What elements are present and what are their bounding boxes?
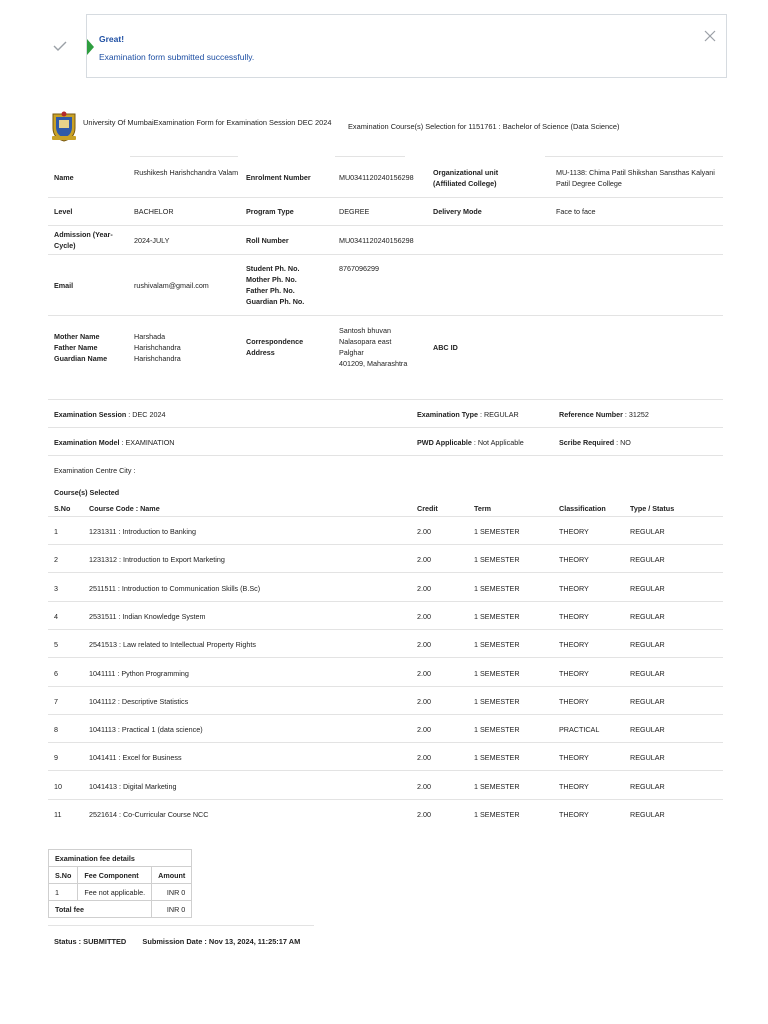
course-type: REGULAR bbox=[630, 555, 665, 565]
fee-row-component: Fee not applicable. bbox=[78, 884, 152, 901]
course-term: 1 SEMESTER bbox=[474, 555, 520, 565]
course-sno: 9 bbox=[54, 753, 58, 763]
course-credit: 2.00 bbox=[417, 527, 431, 536]
level-value: BACHELOR bbox=[134, 207, 174, 216]
status-text: Status : SUBMITTED bbox=[54, 937, 127, 946]
course-type: REGULAR bbox=[630, 753, 665, 763]
fee-col-sno: S.No bbox=[49, 867, 78, 884]
name-value: Rushikesh Harishchandra Valam bbox=[134, 168, 239, 177]
submission-date: Submission Date : Nov 13, 2024, 11:25:17 AM bbox=[142, 937, 301, 946]
toast-message: Examination form submitted successfully. bbox=[99, 52, 255, 62]
course-name: 1041112 : Descriptive Statistics bbox=[89, 696, 189, 706]
program-type-value: DEGREE bbox=[339, 207, 370, 216]
program-type-label: Program Type bbox=[246, 207, 294, 216]
row-divider bbox=[48, 601, 723, 602]
row-divider bbox=[48, 742, 723, 743]
delivery-mode-label: Delivery Mode bbox=[433, 207, 482, 216]
course-classification: THEORY bbox=[559, 527, 589, 536]
form-title: University Of MumbaiExamination Form for Examination Session DEC 2024 bbox=[83, 118, 332, 127]
exam-type: Examination Type : REGULAR bbox=[417, 410, 519, 419]
org-label: Organizational unit (Affiliated College) bbox=[433, 168, 499, 188]
submission-status bbox=[54, 937, 300, 946]
course-term: 1 SEMESTER bbox=[474, 527, 520, 536]
address-line-3: Palghar bbox=[339, 348, 364, 357]
course-type: REGULAR bbox=[630, 696, 665, 706]
admission-label: Admission (Year-Cycle) bbox=[54, 230, 113, 250]
name-label: Name bbox=[54, 173, 74, 182]
course-sno: 2 bbox=[54, 555, 58, 565]
father-name-label: Father Name bbox=[54, 343, 98, 352]
success-toast bbox=[86, 14, 727, 78]
row-divider bbox=[48, 799, 723, 800]
fee-total-value: INR 0 bbox=[152, 901, 192, 918]
course-term: 1 SEMESTER bbox=[474, 810, 520, 819]
course-term: 1 SEMESTER bbox=[474, 753, 520, 763]
row-divider bbox=[48, 629, 723, 630]
row-divider bbox=[48, 657, 723, 658]
course-term: 1 SEMESTER bbox=[474, 725, 520, 735]
course-credit: 2.00 bbox=[417, 555, 431, 565]
col-classification: Classification bbox=[559, 504, 606, 513]
course-name: 1041411 : Excel for Business bbox=[89, 753, 182, 763]
course-sno: 1 bbox=[54, 527, 58, 536]
course-name: 2541513 : Law related to Intellectual Property Rights bbox=[89, 640, 257, 650]
course-type: REGULAR bbox=[630, 668, 665, 678]
course-classification: THEORY bbox=[559, 781, 589, 791]
course-type: REGULAR bbox=[630, 611, 665, 621]
roll-number-label: Roll Number bbox=[246, 236, 289, 245]
toast-title: Great! bbox=[99, 34, 125, 44]
check-icon bbox=[53, 41, 67, 51]
course-classification: THEORY bbox=[559, 696, 589, 706]
address-line-1: Santosh bhuvan bbox=[339, 326, 391, 335]
course-classification: THEORY bbox=[559, 753, 589, 763]
course-credit: 2.00 bbox=[417, 611, 431, 621]
course-name: 1231312 : Introduction to Export Marketing bbox=[89, 555, 225, 565]
mother-phone-label: Mother Ph. No. bbox=[246, 275, 297, 284]
fee-title: Examination fee details bbox=[49, 850, 192, 867]
exam-centre-city: Examination Centre City : bbox=[54, 466, 136, 475]
course-term: 1 SEMESTER bbox=[474, 668, 520, 678]
course-type: REGULAR bbox=[630, 583, 665, 593]
course-classification: THEORY bbox=[559, 810, 589, 819]
org-value: MU-1138: Chima Patil Shikshan Sansthas Kalyani Patil Degree College bbox=[556, 168, 715, 188]
course-name: 1041413 : Digital Marketing bbox=[89, 781, 177, 791]
col-course: Course Code : Name bbox=[89, 504, 160, 513]
course-term: 1 SEMESTER bbox=[474, 611, 520, 621]
exam-session: Examination Session : DEC 2024 bbox=[54, 410, 166, 419]
course-credit: 2.00 bbox=[417, 640, 431, 650]
student-phone-value: 8767096299 bbox=[339, 264, 379, 273]
enrolment-label: Enrolment Number bbox=[246, 173, 311, 182]
fee-total-label: Total fee bbox=[49, 901, 152, 918]
enrolment-value: MU0341120240156298 bbox=[339, 173, 414, 182]
course-classification: THEORY bbox=[559, 555, 589, 565]
course-sno: 10 bbox=[54, 781, 62, 791]
mother-name-value: Harshada bbox=[134, 332, 166, 341]
fee-row-sno: 1 bbox=[49, 884, 78, 901]
course-credit: 2.00 bbox=[417, 725, 431, 735]
row-divider bbox=[48, 686, 723, 687]
course-classification: PRACTICAL bbox=[559, 725, 600, 735]
delivery-mode-value: Face to face bbox=[556, 207, 596, 216]
close-icon[interactable] bbox=[704, 30, 716, 42]
fee-table bbox=[48, 849, 192, 918]
scribe-required: Scribe Required : NO bbox=[559, 438, 631, 447]
mother-name-label: Mother Name bbox=[54, 332, 100, 341]
course-name: 1041111 : Python Programming bbox=[89, 668, 189, 678]
course-term: 1 SEMESTER bbox=[474, 781, 520, 791]
course-term: 1 SEMESTER bbox=[474, 583, 520, 593]
pwd-applicable: PWD Applicable : Not Applicable bbox=[417, 438, 524, 447]
course-name: 1231311 : Introduction to Banking bbox=[89, 527, 196, 536]
guardian-phone-label: Guardian Ph. No. bbox=[246, 297, 305, 306]
col-credit: Credit bbox=[417, 504, 438, 513]
course-type: REGULAR bbox=[630, 781, 665, 791]
course-classification: THEORY bbox=[559, 640, 589, 650]
guardian-name-value: Harishchandra bbox=[134, 354, 181, 363]
fee-row-amount: INR 0 bbox=[152, 884, 192, 901]
exam-model: Examination Model : EXAMINATION bbox=[54, 438, 175, 447]
course-sno: 11 bbox=[54, 810, 62, 819]
admission-value: 2024-JULY bbox=[134, 236, 170, 245]
course-selection-title: Examination Course(s) Selection for 1151761 : Bachelor of Science (Data Science) bbox=[348, 122, 620, 131]
course-sno: 6 bbox=[54, 668, 58, 678]
course-credit: 2.00 bbox=[417, 753, 431, 763]
row-divider bbox=[48, 544, 723, 545]
guardian-name-label: Guardian Name bbox=[54, 354, 108, 363]
address-line-2: Nalasopara east bbox=[339, 337, 392, 346]
fee-col-amount: Amount bbox=[152, 867, 192, 884]
col-term: Term bbox=[474, 504, 492, 513]
course-type: REGULAR bbox=[630, 527, 665, 536]
course-type: REGULAR bbox=[630, 725, 665, 735]
course-name: 1041113 : Practical 1 (data science) bbox=[89, 725, 203, 735]
fee-col-component: Fee Component bbox=[78, 867, 152, 884]
address-line-4: 401209, Maharashtra bbox=[339, 359, 408, 368]
abc-id-label: ABC ID bbox=[433, 343, 458, 352]
course-classification: THEORY bbox=[559, 668, 589, 678]
courses-section-title: Course(s) Selected bbox=[54, 488, 120, 497]
course-credit: 2.00 bbox=[417, 583, 431, 593]
father-name-value: Harishchandra bbox=[134, 343, 181, 352]
course-credit: 2.00 bbox=[417, 781, 431, 791]
course-term: 1 SEMESTER bbox=[474, 696, 520, 706]
course-term: 1 SEMESTER bbox=[474, 640, 520, 650]
level-label: Level bbox=[54, 207, 73, 216]
email-label: Email bbox=[54, 281, 74, 290]
course-type: REGULAR bbox=[630, 640, 665, 650]
address-label: Correspondence Address bbox=[246, 337, 304, 357]
course-sno: 7 bbox=[54, 696, 58, 706]
father-phone-label: Father Ph. No. bbox=[246, 286, 295, 295]
course-sno: 4 bbox=[54, 611, 58, 621]
course-sno: 5 bbox=[54, 640, 58, 650]
course-credit: 2.00 bbox=[417, 696, 431, 706]
email-value: rushivalam@gmail.com bbox=[134, 281, 209, 290]
course-name: 2511511 : Introduction to Communication Skills (B.Sc) bbox=[89, 583, 261, 593]
university-logo bbox=[50, 110, 78, 142]
course-type: REGULAR bbox=[630, 810, 665, 819]
course-sno: 3 bbox=[54, 583, 58, 593]
course-name: 2521614 : Co-Curricular Course NCC bbox=[89, 810, 209, 819]
roll-number-value: MU0341120240156298 bbox=[339, 236, 414, 245]
reference-number: Reference Number : 31252 bbox=[559, 410, 649, 419]
course-credit: 2.00 bbox=[417, 668, 431, 678]
row-divider bbox=[48, 770, 723, 771]
course-name: 2531511 : Indian Knowledge System bbox=[89, 611, 206, 621]
col-type-status: Type / Status bbox=[630, 504, 675, 513]
course-classification: THEORY bbox=[559, 583, 589, 593]
course-credit: 2.00 bbox=[417, 810, 431, 819]
course-classification: THEORY bbox=[559, 611, 589, 621]
toast-indicator-icon bbox=[87, 39, 94, 55]
row-divider bbox=[48, 714, 723, 715]
col-sno: S.No bbox=[54, 504, 71, 513]
student-phone-label: Student Ph. No. bbox=[246, 264, 300, 273]
course-sno: 8 bbox=[54, 725, 58, 735]
row-divider bbox=[48, 572, 723, 573]
